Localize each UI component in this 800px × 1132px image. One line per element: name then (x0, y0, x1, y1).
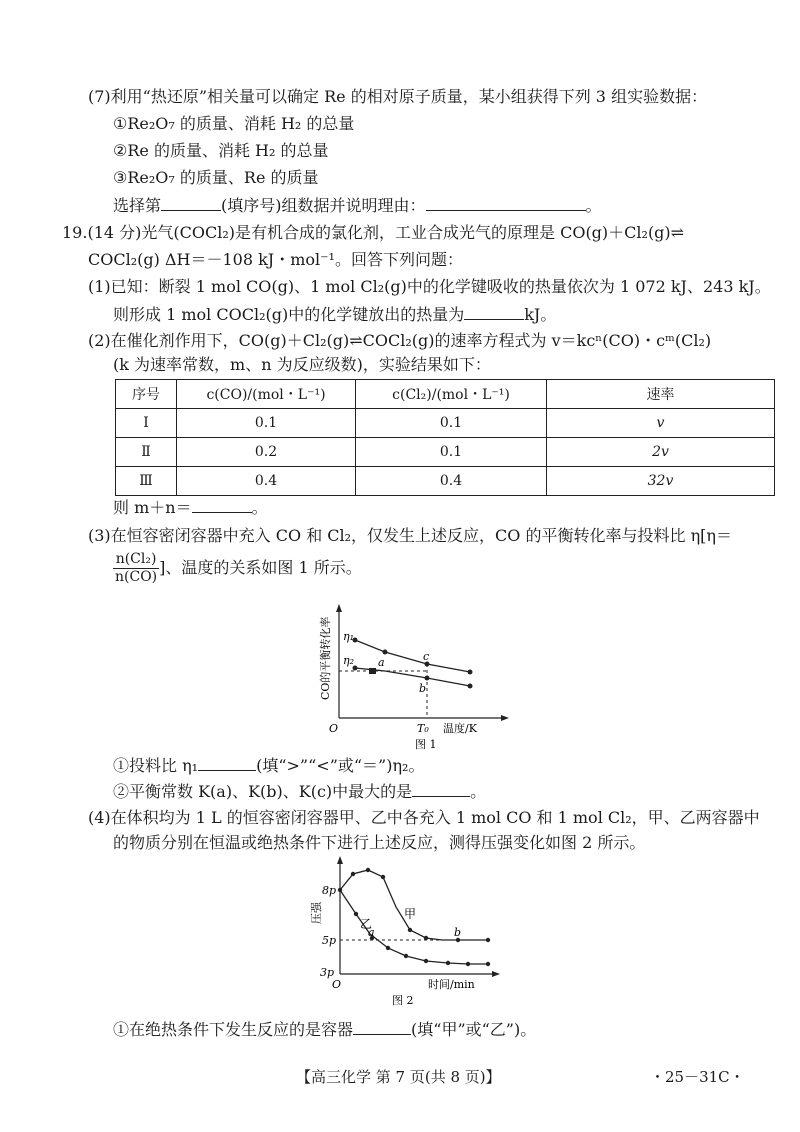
table-cell: Ⅱ (116, 438, 177, 467)
fig1-label-b: b (419, 682, 427, 695)
q19-p3-text: ]、温度的关系如图 1 所示。 (159, 558, 362, 577)
q19-p1-text: 则形成 1 mol COCl₂(g)中的化学键放出的热量为 (113, 305, 465, 324)
fig2-jia-point (381, 875, 385, 879)
fig1-eta1-point (383, 650, 388, 655)
table-header-cell: c(Cl₂)/(mol・L⁻¹) (356, 380, 547, 409)
q19-p4-q1-blank[interactable] (353, 1018, 411, 1035)
q7-answer-blank-2[interactable] (426, 194, 586, 211)
fig2-yi-point (386, 946, 390, 950)
q7-select-a: 选择第 (113, 196, 162, 215)
fig1-label-a: a (378, 656, 385, 669)
fig1-eta1-point (468, 670, 473, 675)
table-header-cell: c(CO)/(mol・L⁻¹) (177, 380, 356, 409)
fig2-jia-point (486, 938, 490, 942)
table-row (116, 438, 775, 467)
q7-select-line (113, 194, 602, 217)
q19-p4-line-1: (4)在体积均为 1 L 的恒容密闭容器甲、乙中各充入 1 mol CO 和 1 mol Cl₂，甲、乙两容器中 (88, 808, 760, 827)
fig1-t0-label: T₀ (417, 722, 429, 735)
q7-option-1: ①Re₂O₇ 的质量、消耗 H₂ 的总量 (113, 114, 355, 133)
fig2-start-point (338, 888, 342, 892)
fig2-caption: 图 2 (392, 994, 414, 1007)
fig2-y5: 5p (322, 934, 337, 947)
fig2-jia-point (366, 868, 370, 872)
q19-p2-line-1: (2)在催化剂作用下，CO(g)＋Cl₂(g)⇌COCl₂(g)的速率方程式为 v＝kcⁿ(CO)・cᵐ(Cl₂) (88, 331, 712, 350)
table-cell: 0.1 (177, 409, 356, 438)
q7-select-b: (填序号)组数据并说明理由： (221, 196, 426, 215)
figure-1 (305, 600, 515, 750)
table-cell: v (547, 409, 775, 438)
q19-p4-q1-a: ①在绝热条件下发生反应的是容器 (113, 1020, 354, 1039)
table-cell: 0.4 (177, 467, 356, 496)
q19-p1-line-1: (1)已知：断裂 1 mol CO(g)、1 mol Cl₂(g)中的化学键吸收的热量依次为 1 072 kJ、243 kJ。 (88, 277, 771, 296)
fig2-y8: 8p (322, 884, 337, 897)
q19-stem-2: COCl₂(g) ΔH＝－108 kJ・mol⁻¹。回答下列问题： (88, 250, 463, 269)
table-cell: Ⅲ (116, 467, 177, 496)
fig2-yi-point (354, 912, 358, 916)
fig1-eta2-point (468, 684, 473, 689)
q19-p3-q2-a: ②平衡常数 K(a)、K(b)、K(c)中最大的是 (113, 782, 413, 801)
fig2-ylabel: 压强 (310, 902, 323, 924)
rate-table (115, 379, 775, 496)
fig1-eta1-label: η₁ (343, 630, 354, 643)
fig1-origin: O (329, 722, 339, 735)
fig2-yi-point (404, 954, 408, 958)
fig2-y-arrow (337, 856, 343, 864)
fig1-x-arrow (501, 715, 509, 721)
table-cell: 0.4 (356, 467, 547, 496)
fig2-label-jia: 甲 (404, 907, 417, 921)
q19-p1-unit: kJ。 (524, 305, 557, 324)
fig1-xlabel: 温度/K (443, 722, 477, 735)
q19-p3-line-2 (113, 550, 362, 586)
fig2-label-yi: 乙 (360, 917, 373, 931)
eta-fraction (113, 551, 159, 586)
table-cell: 0.1 (356, 409, 547, 438)
q19-p3-q1 (113, 754, 424, 777)
q7-answer-blank-1[interactable] (161, 194, 221, 211)
q19-p2-answer-blank[interactable] (192, 496, 252, 513)
q7-select-end: 。 (585, 196, 602, 215)
q19-stem-1: 19.(14 分)光气(COCl₂)是有机合成的氯化剂，工业合成光气的原理是 CO(g)＋Cl₂(g)⇌ (62, 223, 685, 242)
fig2-jia-point (408, 928, 412, 932)
fig1-point-a (369, 668, 376, 674)
fig2-yi-point (424, 959, 428, 963)
q19-p2-end: 。 (251, 498, 268, 517)
fig1-point-b (425, 676, 430, 681)
fig1-eta2-label: η₂ (343, 654, 354, 667)
q19-p3-q1-b: (填“>”“<”或“＝”)η₂。 (256, 756, 425, 775)
fig1-label-c: c (423, 650, 430, 663)
q19-p3-q1-blank[interactable] (198, 754, 256, 771)
figure-2 (308, 852, 508, 1007)
q19-p3-line-1: (3)在恒容密闭容器中充入 CO 和 Cl₂，仅发生上述反应，CO 的平衡转化率与投料比 η[η＝ (88, 526, 733, 545)
q19-p2-line-2: (k 为速率常数，m、n 为反应级数)，实验结果如下： (113, 355, 491, 374)
table-cell: 2v (547, 438, 775, 467)
page-footer: 【高三化学 第 7 页(共 8 页)】 (296, 1068, 501, 1086)
fig1-eta1-curve (355, 640, 470, 672)
table-row (116, 409, 775, 438)
table-cell: 32v (547, 467, 775, 496)
paper-code: ・25－31C・ (650, 1068, 745, 1086)
q19-p4-q1 (113, 1018, 536, 1041)
fig2-origin: O (332, 978, 342, 991)
fig1-caption: 图 1 (415, 738, 437, 750)
fig2-xlabel: 时间/min (428, 978, 475, 991)
table-header-cell: 速率 (547, 380, 775, 409)
table-cell: Ⅰ (116, 409, 177, 438)
q19-p2-text: 则 m＋n＝ (113, 498, 192, 517)
q19-p2-answer-line (113, 496, 268, 519)
fig2-yi-point (466, 962, 470, 966)
q19-p1-answer-blank[interactable] (464, 303, 524, 320)
fig1-ylabel: CO的平衡转化率 (319, 616, 332, 700)
fig2-label-b: b (454, 926, 462, 939)
q19-p3-q2-blank[interactable] (412, 780, 470, 797)
fig2-yi-point (446, 961, 450, 965)
table-cell: 0.1 (356, 438, 547, 467)
rate-table-header (116, 380, 775, 409)
eta-denominator: n(CO) (115, 569, 158, 585)
fig2-y3: 3p (320, 966, 335, 979)
q7-intro: (7)利用“热还原”相关量可以确定 Re 的相对原子质量，某小组获得下列 3 组实验数据： (88, 87, 708, 106)
fig2-yi-point (486, 962, 490, 966)
q19-p3-q1-a: ①投料比 η₁ (113, 756, 199, 775)
eta-numerator: n(Cl₂) (113, 551, 159, 569)
q19-p3-q2-b: 。 (470, 782, 487, 801)
q7-option-3: ③Re₂O₇ 的质量、Re 的质量 (113, 168, 319, 187)
table-cell: 0.2 (177, 438, 356, 467)
q19-p4-line-2: 的物质分别在恒温或绝热条件下进行上述反应，测得压强变化如图 2 所示。 (113, 833, 646, 852)
fig2-x-arrow (492, 971, 500, 977)
fig1-y-arrow (336, 604, 342, 612)
table-row (116, 467, 775, 496)
fig2-jia-point (424, 936, 428, 940)
q19-p4-q1-b: (填“甲”或“乙”)。 (411, 1020, 537, 1039)
fig2-label-a: a (368, 926, 375, 939)
fig2-jia-point (351, 872, 355, 876)
q7-option-2: ②Re 的质量、消耗 H₂ 的总量 (113, 141, 329, 160)
table-header-cell: 序号 (116, 380, 177, 409)
q19-p3-q2 (113, 780, 486, 803)
q19-p1-line-2 (113, 303, 556, 326)
